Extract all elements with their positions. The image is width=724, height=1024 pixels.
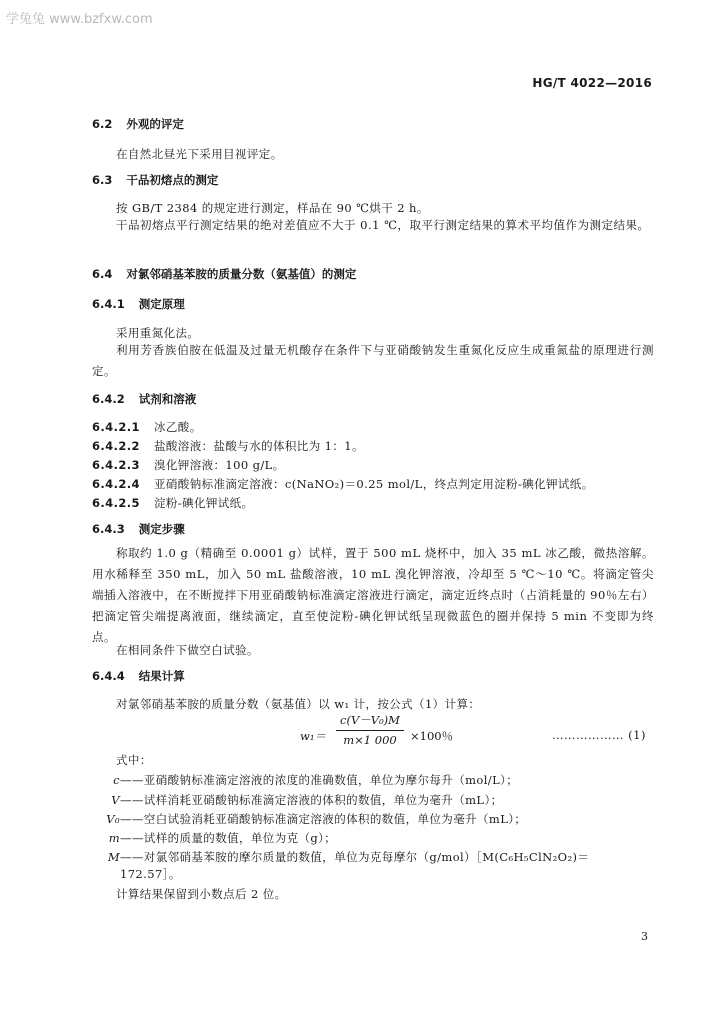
item-text: 盐酸溶液：盐酸与水的体积比为 1：1。 — [154, 439, 364, 453]
section-6-4-4-heading — [92, 668, 185, 684]
variable-definition — [84, 792, 503, 808]
closing-note: 计算结果保留到小数点后 2 位。 — [116, 887, 287, 901]
variable-symbol: m — [108, 831, 120, 845]
blank-test-line: 在相同条件下做空白试验。 — [116, 643, 259, 657]
section-6-2-heading — [92, 116, 184, 132]
section-title: 试剂和溶液 — [138, 392, 197, 406]
section-6-4-1-heading — [92, 296, 185, 312]
formula-lhs: w₁＝ — [300, 729, 326, 743]
variable-text: ——对氯邻硝基苯胺的摩尔质量的数值，单位为克每摩尔（g/mol）［M(C₆H₅ClN₂O₂)＝ — [120, 850, 590, 864]
section-6-4-2-heading — [92, 391, 196, 407]
item-number: 6.4.2.2 — [92, 439, 140, 453]
variable-definition — [84, 849, 589, 865]
section-6-4-1-line: 采用重氮化法。 — [116, 326, 200, 340]
item-text: 淀粉-碘化钾试纸。 — [154, 496, 254, 510]
item-text: 冰乙酸。 — [154, 420, 202, 434]
formula-fraction — [336, 712, 404, 747]
section-title: 干品初熔点的测定 — [126, 173, 219, 187]
variable-symbol: c — [113, 773, 120, 787]
variable-definition — [84, 772, 518, 788]
section-6-2-body: 在自然北昼光下采用目视评定。 — [116, 147, 283, 161]
section-title: 对氯邻硝基苯胺的质量分数（氨基值）的测定 — [126, 267, 357, 281]
page-number: 3 — [641, 930, 648, 943]
reagent-item — [92, 419, 202, 435]
section-6-4-3-heading — [92, 521, 185, 537]
item-text: 亚硝酸钠标准滴定溶液：c(NaNO₂)＝0.25 mol/L，终点判定用淀粉-碘化钾试纸。 — [154, 477, 594, 491]
formula-number: ……………… (1) — [552, 728, 646, 742]
section-6-3-heading — [92, 172, 218, 188]
item-number: 6.4.2.3 — [92, 458, 140, 472]
variable-text: ——亚硝酸钠标准滴定溶液的浓度的准确数值，单位为摩尔每升（mol/L）； — [120, 773, 519, 787]
section-6-3-line: 按 GB/T 2384 的规定进行测定，样品在 90 ℃烘干 2 h。 — [116, 201, 429, 215]
section-number: 6.3 — [92, 173, 113, 187]
section-title: 测定原理 — [138, 297, 185, 311]
formula-denominator: m×1 000 — [343, 733, 397, 747]
where-label: 式中： — [116, 753, 152, 767]
item-number: 6.4.2.1 — [92, 420, 140, 434]
reagent-item — [92, 438, 364, 454]
reagent-item — [92, 476, 594, 492]
variable-symbol: V — [111, 793, 120, 807]
section-title: 外观的评定 — [126, 117, 184, 131]
variable-definition — [84, 811, 526, 827]
section-6-4-heading — [92, 266, 356, 282]
section-number: 6.4.1 — [92, 297, 125, 311]
section-title: 结果计算 — [138, 669, 185, 683]
variable-definition — [84, 830, 336, 846]
section-number: 6.4.4 — [92, 669, 125, 683]
section-number: 6.2 — [92, 117, 113, 131]
item-text: 溴化钾溶液：100 g/L。 — [154, 458, 285, 472]
section-6-4-3-paragraph: 称取约 1.0 g（精确至 0.0001 g）试样，置于 500 mL 烧杯中，加入 35 mL 冰乙酸，微热溶解。用水稀释至 350 mL，加入 50 mL 盐酸溶液，10 mL 溴化钾溶液，冷却至 5 ℃～10 ℃。将滴定管尖端插入溶液中，在不断搅拌下用亚硝酸钠标准滴定溶液进行滴定，滴定近终点时（占消耗量的 90％左右）把滴定管尖端提离液面，继续滴定，直至使淀粉-碘化钾试纸呈现微蓝色的圈并保持 5 min 不变即为终点。 — [92, 546, 654, 644]
item-number: 6.4.2.4 — [92, 477, 140, 491]
section-6-3-paragraph: 干品初熔点平行测定结果的绝对差值应不大于 0.1 ℃，取平行测定结果的算术平均值作为测定结果。 — [116, 218, 650, 232]
variable-text: ——试样的质量的数值，单位为克（g）； — [120, 831, 337, 845]
variable-symbol: M — [107, 850, 120, 864]
calculation-intro: 对氯邻硝基苯胺的质量分数（氨基值）以 w₁ 计，按公式（1）计算： — [116, 697, 481, 711]
doc-number: HG/T 4022—2016 — [532, 76, 652, 90]
section-title: 测定步骤 — [138, 522, 185, 536]
reagent-item — [92, 457, 285, 473]
variable-text: ——试样消耗亚硝酸钠标准滴定溶液的体积的数值，单位为毫升（mL）； — [120, 793, 503, 807]
item-number: 6.4.2.5 — [92, 496, 140, 510]
reagent-item — [92, 495, 254, 511]
variable-symbol: V₀ — [106, 812, 120, 826]
section-number: 6.4.3 — [92, 522, 125, 536]
watermark: 学兔兔 www.bzfxw.com — [6, 12, 153, 27]
formula-rhs: ×100％ — [410, 729, 454, 743]
variable-text: ——空白试验消耗亚硝酸钠标准滴定溶液的体积的数值，单位为毫升（mL）； — [120, 812, 527, 826]
formula-numerator: c(V－V₀)M — [336, 712, 404, 731]
section-6-4-1-paragraph: 利用芳香族伯胺在低温及过量无机酸存在条件下与亚硝酸钠发生重氮化反应生成重氮盐的原理进行测定。 — [92, 343, 654, 378]
section-number: 6.4.2 — [92, 392, 125, 406]
variable-continuation: 172.57］。 — [120, 867, 181, 881]
section-number: 6.4 — [92, 267, 113, 281]
